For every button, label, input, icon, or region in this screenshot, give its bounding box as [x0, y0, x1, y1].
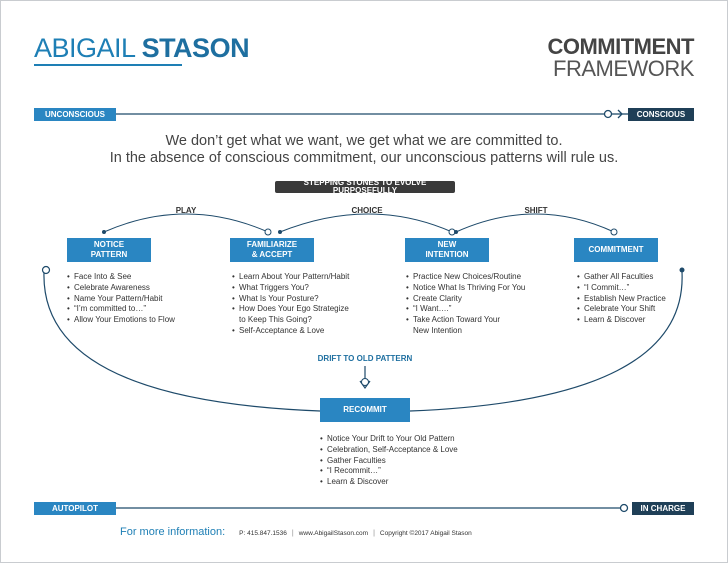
list-item: • Learn & Discover	[320, 477, 520, 488]
new-intention-list	[406, 272, 566, 337]
in-charge-label: IN CHARGE	[632, 502, 694, 515]
list-item: • Learn About Your Pattern/Habit	[232, 272, 382, 283]
step-new-intention	[405, 238, 489, 262]
list-item: • Allow Your Emotions to Flow	[67, 315, 217, 326]
footer-website-link[interactable]: www.AbigailStason.com	[298, 530, 369, 537]
list-item: • Face Into & See	[67, 272, 217, 283]
list-item: • Self-Acceptance & Love	[232, 326, 382, 337]
page-title-line1: COMMITMENT	[547, 34, 694, 59]
list-item: • Celebration, Self-Acceptance & Love	[320, 445, 520, 456]
step-recommit: RECOMMIT	[320, 398, 410, 422]
step-title-line2: & ACCEPT	[251, 250, 293, 259]
conscious-label: CONSCIOUS	[628, 108, 694, 121]
autopilot-label: AUTOPILOT	[34, 502, 116, 515]
tagline-line2: In the absence of conscious commitment, our unconscious patterns will rule us.	[109, 150, 619, 166]
list-item: • What Is Your Posture?	[232, 294, 382, 305]
list-item: • Notice Your Drift to Your Old Pattern	[320, 434, 520, 445]
footer-more-info: For more information:	[120, 526, 226, 538]
list-item: • How Does Your Ego Strategize to Keep This Going?	[232, 304, 382, 326]
list-item: • Gather Faculties	[320, 456, 520, 467]
list-item: • “I Recommit…”	[320, 466, 520, 477]
list-item: • Notice What Is Thriving For You	[406, 283, 566, 294]
list-item: • Establish New Practice	[577, 294, 697, 305]
list-item: • Take Action Toward Your New Intention	[406, 315, 566, 337]
brand-last: STASON	[141, 33, 250, 63]
footer-phone: P: 415.847.1536	[239, 530, 287, 537]
list-item: • Name Your Pattern/Habit	[67, 294, 217, 305]
step-commitment	[574, 238, 658, 262]
list-item: • Celebrate Your Shift	[577, 304, 697, 315]
footer	[120, 526, 620, 540]
step-title-line1: NOTICE	[93, 240, 125, 249]
stepping-stones-banner: STEPPING STONES TO EVOLVE PURPOSEFULLY	[275, 181, 455, 193]
notice-pattern-list	[67, 272, 217, 326]
arc-label-shift: SHIFT	[524, 206, 548, 215]
arc-label-play: PLAY	[175, 206, 197, 215]
footer-separator: |	[373, 530, 375, 537]
step-title-line1: FAMILIARIZE	[246, 240, 298, 249]
list-item: • “I Want….”	[406, 304, 566, 315]
unconscious-label: UNCONSCIOUS	[34, 108, 116, 121]
list-item: • Gather All Faculties	[577, 272, 697, 283]
step-title-line2: PATTERN	[90, 250, 128, 259]
drift-label: DRIFT TO OLD PATTERN	[317, 354, 413, 363]
brand-first: ABIGAIL	[34, 33, 135, 63]
list-item: • Practice New Choices/Routine	[406, 272, 566, 283]
list-item: • What Triggers You?	[232, 283, 382, 294]
bottom-scale-ring	[621, 505, 628, 512]
step-title-line1: NEW	[437, 240, 457, 249]
list-item: • “I Commit…”	[577, 283, 697, 294]
list-item: • Create Clarity	[406, 294, 566, 305]
step-familiarize-accept	[230, 238, 314, 262]
step-title-line2: INTENTION	[425, 250, 469, 259]
footer-copyright: Copyright ©2017 Abigail Stason	[379, 530, 472, 537]
familiarize-accept-list	[232, 272, 382, 337]
step-title-line1: COMMITMENT	[588, 245, 644, 254]
footer-separator: |	[291, 530, 294, 537]
page-title-line2: FRAMEWORK	[553, 56, 694, 81]
list-item: • Learn & Discover	[577, 315, 697, 326]
list-item: • Celebrate Awareness	[67, 283, 217, 294]
recommit-list	[320, 434, 520, 488]
top-scale-ring	[605, 111, 612, 118]
step-notice-pattern	[67, 238, 151, 262]
tagline-line1: We don’t get what we want, we get what we are committed to.	[165, 133, 563, 149]
list-item: • “I’m committed to…”	[67, 304, 217, 315]
commitment-list	[577, 272, 697, 326]
arc-label-choice: CHOICE	[351, 206, 383, 215]
